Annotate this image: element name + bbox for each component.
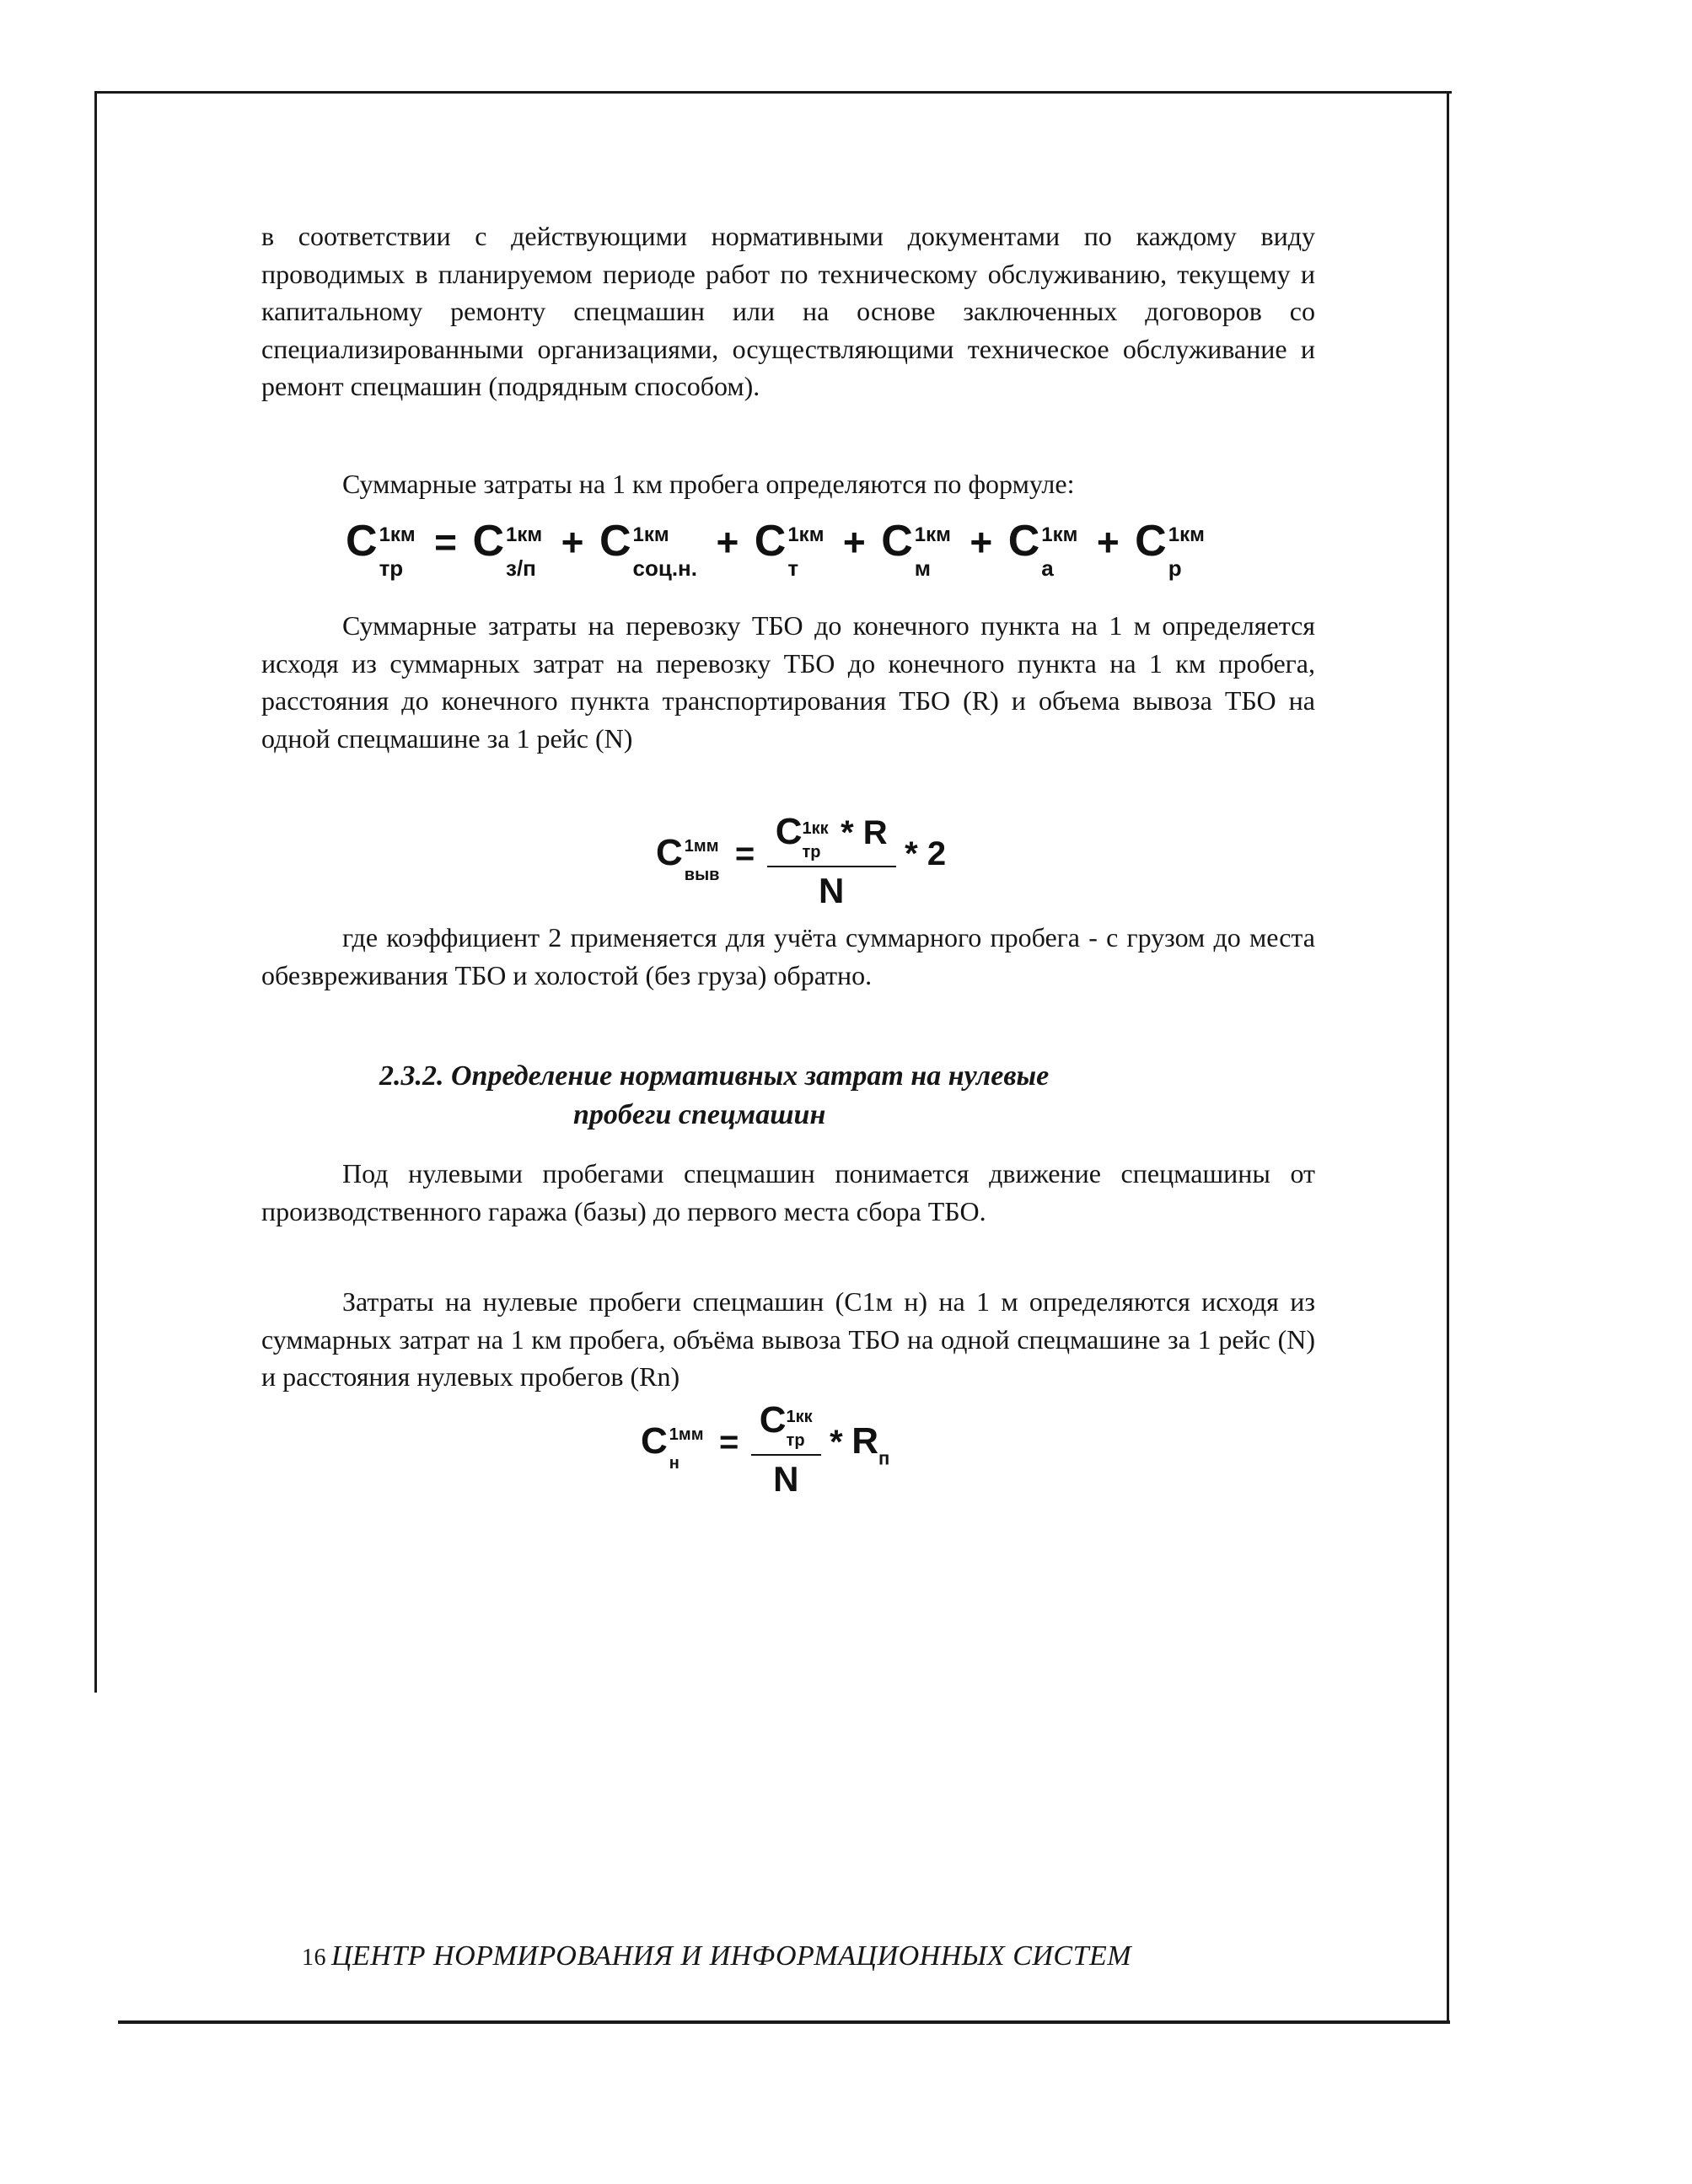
formula1-term-fuel: С 1км т (754, 517, 825, 581)
formula3-denominator: N (773, 1458, 799, 1499)
page-frame-top (94, 91, 1452, 94)
page-frame-bottom (118, 2020, 1450, 2024)
formula1-plus: + (970, 520, 993, 564)
formula1-lhs: С 1км тр (346, 517, 416, 581)
formula2-lhs: С 1мм выв (656, 831, 720, 885)
formula-zero-run-cost (641, 1399, 889, 1500)
paragraph-zero-run-cost: Затраты на нулевые пробеги спецмашин (С1м н) на 1 м определяются исходя из суммарных затрат на 1 км пробега, объёма вывоза ТБО на одной спецмашине за 1 рейс (N) и расстояния нулевых пробегов (Rn) (261, 1286, 1315, 1392)
page-number: 16 (302, 1945, 326, 1971)
formula3-equals: = (718, 1423, 739, 1461)
formula2-numerator: С 1кк тр * R (767, 811, 896, 867)
footer-org-name: ЦЕНТР НОРМИРОВАНИЯ И ИНФОРМАЦИОННЫХ СИСТЕМ (331, 1940, 1132, 1972)
formula2-multiplier: * 2 (905, 834, 947, 872)
formula1-term-amortization: С 1км а (1007, 517, 1078, 581)
formula1-equals: = (434, 520, 458, 564)
formula3-r-base: R (851, 1419, 878, 1462)
formula1-term-social: С 1км соц.н. (599, 517, 697, 581)
page-frame-left (94, 91, 97, 1693)
formula-total-cost-per-km (346, 516, 1208, 579)
formula2-fraction (767, 811, 896, 911)
paragraph-coefficient-note: где коэффициент 2 применяется для учёта суммарного пробега - с грузом до места обезвреживания ТБО и холостой (без груза) обратно. (261, 922, 1315, 990)
formula3-lhs: С 1мм н (641, 1419, 704, 1473)
section-heading-line1: 2.3.2. Определение нормативных затрат на нулевые (379, 1060, 1050, 1092)
formula1-plus: + (1096, 520, 1120, 564)
page-frame-right (1447, 91, 1449, 2023)
formula3-r-sub: п (878, 1447, 890, 1469)
paragraph-zero-run-definition: Под нулевыми пробегами спецмашин понимается движение спецмашины от производственного гаража (базы) до первого места сбора ТБО. (261, 1158, 1315, 1226)
formula1-term-repair: С 1км р (1135, 517, 1205, 581)
formula1-plus: + (716, 520, 739, 564)
formula1-term-salary: С 1км з/п (472, 517, 543, 581)
formula1-term-materials: С 1км м (881, 517, 951, 581)
formula3-fraction (751, 1399, 821, 1500)
formula1-plus: + (561, 520, 584, 564)
paragraph-maintenance-costs: в соответствии с действующими нормативными документами по каждому виду проводимых в планируемом периоде работ по техническому обслуживанию, текущему и капитальному ремонту спецмашин или на основе заключенных договоров со специализированными организациями, осуществляющими техническое обслуживание и ремонт спецмашин (подрядным способом). (261, 221, 1315, 401)
formula2-equals: = (734, 834, 755, 872)
paragraph-transport-cost: Суммарные затраты на перевозку ТБО до конечного пункта на 1 м определяется исходя из суммарных затрат на перевозку ТБО до конечного пункта на 1 км пробега, расстояния до конечного пункта транспортирования ТБО (R) и объема вывоза ТБО на одной спецмашине за 1 рейс (N) (261, 610, 1315, 754)
formula1-plus: + (842, 520, 866, 564)
paragraph-total-cost-intro: Суммарные затраты на 1 км пробега определяются по формуле: (342, 469, 1075, 499)
section-heading-line2: пробеги спецмашин (573, 1099, 826, 1130)
section-heading (261, 1057, 1315, 1135)
formula3-multiplier: * (830, 1423, 843, 1461)
formula2-denominator: N (819, 870, 845, 910)
formula-transport-cost-per-meter (656, 811, 946, 911)
page-footer (302, 1940, 1131, 1972)
formula3-numerator: С 1кк тр (751, 1399, 821, 1456)
